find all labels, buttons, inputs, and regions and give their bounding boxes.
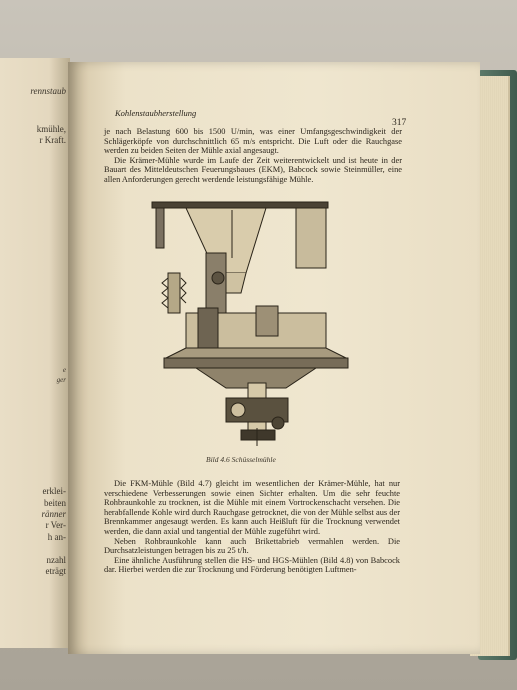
paragraph: Die FKM-Mühle (Bild 4.7) gleicht im wesentlichen der Krämer-Mühle, hat nur verschiedene Verbesserungen sowie einen Sichter erhalten. Um die sehr feuchte Rohbraunkohle zu trocknen, ist die Mühle mit einem Vortrockenschacht versehen. Die herabfallende Kohle wird durch Rauchgase getrocknet, die von der Mühle selbst aus der Brennkammer angesaugt werden. Es kann auch Heißluft für die Trocknung verwendet werden, die dann axial und tangential der Mühle zugeführt wird. — [104, 479, 400, 536]
paragraph: Neben Rohbraunkohle kann auch Brikettabrieb vermahlen werden. Die Durchsatzleistungen betragen bis zu 25 t/h. — [104, 536, 400, 556]
paragraph: je nach Belastung 600 bis 1500 U/min, was einer Umfangsgeschwindigkeit der Schlägerköpfe von durchschnittlich 65 m/s entspricht. Die Luft oder die Rauchgase werden zu beiden Seiten der Mühle axial angesaugt. — [104, 127, 402, 156]
left-fragment: h an- — [47, 532, 66, 542]
body-text-bottom — [104, 479, 400, 575]
left-fragment: eträgt — [45, 566, 66, 576]
left-fragment: beiten — [44, 498, 66, 508]
paragraph: Die Krämer-Mühle wurde im Laufe der Zeit weiterentwickelt und ist heute in der Bauart des Mitteldeutschen Feuerungsbaues (EKM), Babcock sowie Steinmüller, eine allen Anforderungen gerecht werdende leistungsfähige Mühle. — [104, 155, 402, 184]
left-fragment: erklei- — [42, 486, 66, 496]
running-header: Kohlenstaubherstellung — [115, 108, 197, 118]
left-fragment: r Kraft. — [39, 135, 66, 145]
paragraph: Eine ähnliche Ausführung stellen die HS- und HGS-Mühlen (Bild 4.8) von Babcock dar. Hierbei werden die zur Trocknung und Förderung benötigten Luftmen- — [104, 555, 400, 575]
figure-caption: Bild 4.6 Schüsselmühle — [206, 455, 276, 464]
left-fragment: rennstaub — [30, 86, 66, 96]
left-page — [0, 58, 70, 648]
left-fragment: r Ver- — [45, 520, 66, 530]
left-fragment: nzahl — [46, 555, 66, 565]
mill-drawing — [146, 198, 366, 448]
page-number: 317 — [392, 118, 407, 128]
left-fragment: kmühle, — [36, 124, 66, 134]
left-fragment: ger — [56, 376, 66, 384]
left-fragment: e — [62, 366, 66, 374]
body-text-top — [104, 127, 402, 185]
left-fragment: ränner — [41, 509, 66, 519]
